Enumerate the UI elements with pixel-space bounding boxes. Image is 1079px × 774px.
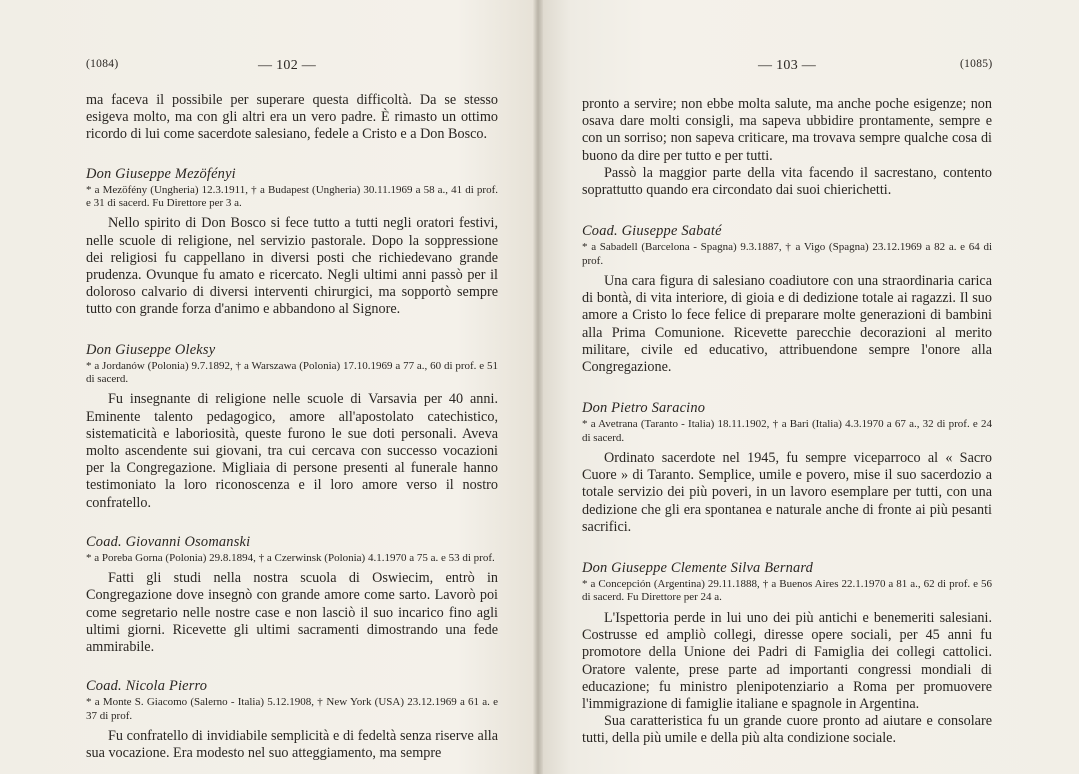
entry-bio: * a Concepción (Argentina) 29.11.1888, † a Buenos Aires 22.1.1970 a 81 a., 62 di prof. e 56 di sacerd. Fu Direttore per 24 a. [582, 578, 992, 604]
entry-name: Don Giuseppe Oleksy [86, 341, 216, 358]
book-gutter [533, 0, 543, 774]
entry-text: Nello spirito di Don Bosco si fece tutto a tutti negli oratori festivi, nelle scuole di religione, nel servizio pastorale. Dopo la soppressione dei religiosi fu cappellano in diversi posti che richiedevano grande prudenza. Ovunque fu amato e ricercato. Negli ultimi anni passò per il doloroso calvario di diversi interventi chirurgici, ma sopportò sempre tutto con grande forza d'animo e abbandono al Signore. [86, 215, 498, 318]
intro-paragraph: pronto a servire; non ebbe molta salute, ma anche poche esigenze; non osava dare molti consigli, ma sapeva ubbidire prontamente, sempre e con un sorriso; non sapeva criticare, ma trovava sempre qualche cosa di buono da dire per tutto e per tutti. [582, 96, 992, 164]
entry-name: Coad. Giovanni Osomanski [86, 533, 251, 550]
running-head-left: (1084) [86, 58, 119, 70]
entry-text: Fu insegnante di religione nelle scuole di Varsavia per 40 anni. Eminente talento pedagogico, amore all'apostolato catechistico, sistematicità e laboriosità, queste furono le sue doti personali. Aveva molto ascendente sui giovani, tra cui cercava con successo vocazioni per la Congregazione. Migliaia di persone presenti al funerale hanno testimoniato la loro riconoscenza e il loro amore verso il nostro confratello. [86, 391, 498, 511]
page-number-right: — 103 — [758, 58, 817, 73]
obituary-entry [86, 534, 498, 656]
right-column [582, 96, 992, 748]
entry-name: Don Giuseppe Mezöfényi [86, 165, 236, 182]
entry-bio: * a Avetrana (Taranto - Italia) 18.11.1902, † a Bari (Italia) 4.3.1970 a 67 a., 32 di prof. e 24 di sacerd. [582, 418, 992, 444]
entry-text: Ordinato sacerdote nel 1945, fu sempre viceparroco al « Sacro Cuore » di Taranto. Semplice, umile e povero, mise il suo sacerdozio a totale servizio dei più poveri, in un lavoro esemplare per tutti, con una dedizione che gli era spontanea e naturale anche di fronte ai più pesanti sacrifici. [582, 450, 992, 535]
entry-name: Don Pietro Saracino [582, 400, 706, 417]
entry-text: Fu confratello di invidiabile semplicità e di fedeltà senza riserve alla sua vocazione. Era modesto nel suo atteggiamento, ma sempre [86, 728, 498, 762]
entry-text: Fatti gli studi nella nostra scuola di Oswiecim, entrò in Congregazione dove insegnò con grande amore come sarto. Lavorò poi come segretario nelle nostre case e non lasciò il suo incarico fino agli ultimi giorni. Ricevette gli ultimi sacramenti dimostrando una fede ammirabile. [86, 570, 498, 656]
running-head-right: (1085) [960, 58, 993, 70]
entry-name: Coad. Nicola Pierro [86, 678, 208, 695]
left-column [86, 92, 498, 763]
entry-bio: * a Mezöfény (Ungheria) 12.3.1911, † a Budapest (Ungheria) 30.11.1969 a 58 a., 41 di prof. e 31 di sacerd. Fu Direttore per 3 a. [86, 183, 498, 210]
obituary-entry [582, 400, 992, 536]
obituary-entry [582, 223, 992, 376]
entry-text-2: Sua caratteristica fu un grande cuore pronto ad aiutare e consolare tutti, della più umile e della più alta condizione sociale. [582, 713, 992, 747]
entry-bio: * a Sabadell (Barcelona - Spagna) 9.3.1887, † a Vigo (Spagna) 23.12.1969 a 82 a. e 64 di prof. [582, 241, 992, 267]
intro-paragraph-2: Passò la maggior parte della vita facendo il sacrestano, contento soprattutto quando era circondato dai suoi chierichetti. [582, 164, 992, 199]
entry-bio: * a Jordanów (Polonia) 9.7.1892, † a Warszawa (Polonia) 17.10.1969 a 77 a., 60 di prof. e 51 di sacerd. [86, 359, 498, 386]
entry-text: L'Ispettoria perde in lui uno dei più antichi e benemeriti salesiani. Costrusse ed ampliò collegi, diresse opere sociali, per 45 anni fu promotore della Unione dei Padri di Famiglia dei collegi cattolici. Oratore valente, prese parte ad importanti congressi mondiali di educazione; fu ministro plenipotenziario a Roma per promuovere l'immigrazione di famiglie italiane e spagnole in Argentina. [582, 609, 992, 712]
entry-text: Una cara figura di salesiano coadiutore con una straordinaria carica di bontà, di vita interiore, di gioia e di dedizione totale ai ragazzi. Il suo amore a Cristo lo fece felice di preparare molte generazioni di bambini alla Prima Comunione. Ricevette parecchie decorazioni al merito militare, civile ed educativo, attribuendone sempre l'onore alla Congregazione. [582, 273, 992, 376]
left-page [0, 0, 538, 774]
entry-name: Don Giuseppe Clemente Silva Bernard [582, 560, 814, 577]
page-number-left: — 102 — [258, 58, 317, 73]
entry-bio: * a Monte S. Giacomo (Salerno - Italia) 5.12.1908, † New York (USA) 23.12.1969 a 61 a. e 37 di prof. [86, 696, 498, 722]
obituary-entry [86, 678, 498, 762]
obituary-entry [86, 342, 498, 512]
entry-name: Coad. Giuseppe Sabaté [582, 223, 722, 240]
entry-bio: * a Poreba Gorna (Polonia) 29.8.1894, † a Czerwinsk (Polonia) 4.1.1970 a 75 a. e 53 di prof. [86, 551, 495, 564]
obituary-entry [582, 560, 992, 747]
obituary-entry [86, 166, 498, 319]
intro-paragraph: ma faceva il possibile per superare questa difficoltà. Da se stesso esigeva molto, ma con gli altri era un vero padre. È rimasto un ottimo ricordo di lui come sacerdote salesiano, fedele a Cristo e a Don Bosco. [86, 92, 498, 143]
right-page [538, 0, 1079, 774]
